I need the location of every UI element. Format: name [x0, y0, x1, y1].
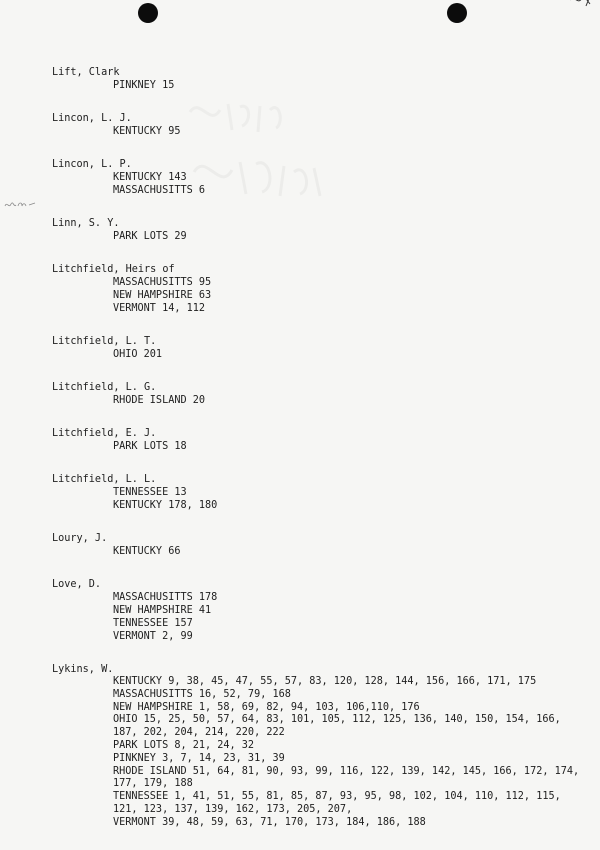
index-entry [52, 381, 592, 407]
entry-reference: KENTUCKY 66 [113, 546, 181, 557]
entry-reference: VERMONT 39, 48, 59, 63, 71, 170, 173, 184, 186, 188 [113, 816, 426, 828]
entry-reference: TENNESSEE 157 [113, 618, 193, 629]
entry-reference: PARK LOTS 18 [113, 441, 187, 452]
entry-name: Litchfield, L. T. [52, 336, 157, 347]
index-entry [52, 158, 592, 197]
entry-reference: VERMONT 2, 99 [113, 631, 193, 642]
entry-reference: MASSACHUSITTS 178 [113, 592, 218, 603]
entry-reference: MASSACHUSITTS 95 [113, 277, 212, 288]
entry-reference: VERMONT 14, 112 [113, 303, 206, 314]
index-entry [52, 473, 592, 512]
entry-name: Litchfield, L. G. [52, 382, 157, 393]
entry-reference: MASSACHUSITTS 6 [113, 185, 206, 196]
entry-name: Linn, S. Y. [52, 218, 120, 229]
entry-name: Lincon, L. J. [52, 113, 132, 124]
entry-name: Litchfield, L. L. [52, 474, 157, 485]
entry-reference: 121, 123, 137, 139, 162, 173, 205, 207, [113, 803, 353, 815]
index-entry [52, 532, 592, 558]
entry-reference: 187, 202, 204, 214, 220, 222 [113, 727, 285, 739]
entry-reference: NEW HAMPSHIRE 41 [113, 605, 212, 616]
entry-name: Litchfield, Heirs of [52, 264, 175, 275]
index-entry [52, 112, 592, 138]
index-entry [52, 263, 592, 315]
entry-reference: NEW HAMPSHIRE 1, 58, 69, 82, 94, 103, 106,110, 176 [113, 701, 420, 713]
entry-reference: PINKNEY 3, 7, 14, 23, 31, 39 [113, 752, 285, 764]
entry-reference: RHODE ISLAND 51, 64, 81, 90, 93, 99, 116, 122, 139, 142, 145, 166, 172, 174, [113, 765, 580, 777]
entry-reference: KENTUCKY 143 [113, 172, 187, 183]
corner-handwritten-mark [568, 0, 594, 8]
entry-name: Love, D. [52, 579, 102, 590]
entry-reference: KENTUCKY 9, 38, 45, 47, 55, 57, 83, 120, 128, 144, 156, 166, 171, 175 [113, 676, 537, 687]
entry-reference: 177, 179, 188 [113, 778, 193, 790]
entry-name: Loury, J. [52, 533, 108, 544]
entry-reference: PARK LOTS 8, 21, 24, 32 [113, 739, 255, 751]
index-entry [52, 217, 592, 243]
entry-name: Lift, Clark [52, 67, 120, 78]
margin-pencil-note [3, 197, 37, 211]
punch-hole-right [447, 3, 467, 23]
index-entry-list [52, 66, 592, 850]
entry-reference: OHIO 15, 25, 50, 57, 64, 83, 101, 105, 112, 125, 136, 140, 150, 154, 166, [113, 714, 561, 726]
index-entry [52, 427, 592, 453]
entry-reference: OHIO 201 [113, 349, 163, 360]
index-entry [52, 578, 592, 643]
entry-reference: KENTUCKY 178, 180 [113, 500, 218, 511]
entry-name: Lykins, W. [52, 664, 114, 675]
entry-reference: TENNESSEE 1, 41, 51, 55, 81, 85, 87, 93, 95, 98, 102, 104, 110, 112, 115, [113, 791, 561, 803]
index-entry [52, 335, 592, 361]
entry-reference: TENNESSEE 13 [113, 487, 187, 498]
index-entry [52, 663, 592, 830]
entry-reference: PINKNEY 15 [113, 80, 175, 91]
entry-name: Litchfield, E. J. [52, 428, 157, 439]
entry-name: Lincon, L. P. [52, 159, 132, 170]
entry-reference: PARK LOTS 29 [113, 231, 187, 242]
entry-reference: MASSACHUSITTS 16, 52, 79, 168 [113, 688, 291, 700]
punch-hole-left [138, 3, 158, 23]
entry-reference: RHODE ISLAND 20 [113, 395, 206, 406]
entry-reference: NEW HAMPSHIRE 63 [113, 290, 212, 301]
index-entry [52, 66, 592, 92]
entry-reference: KENTUCKY 95 [113, 126, 181, 137]
